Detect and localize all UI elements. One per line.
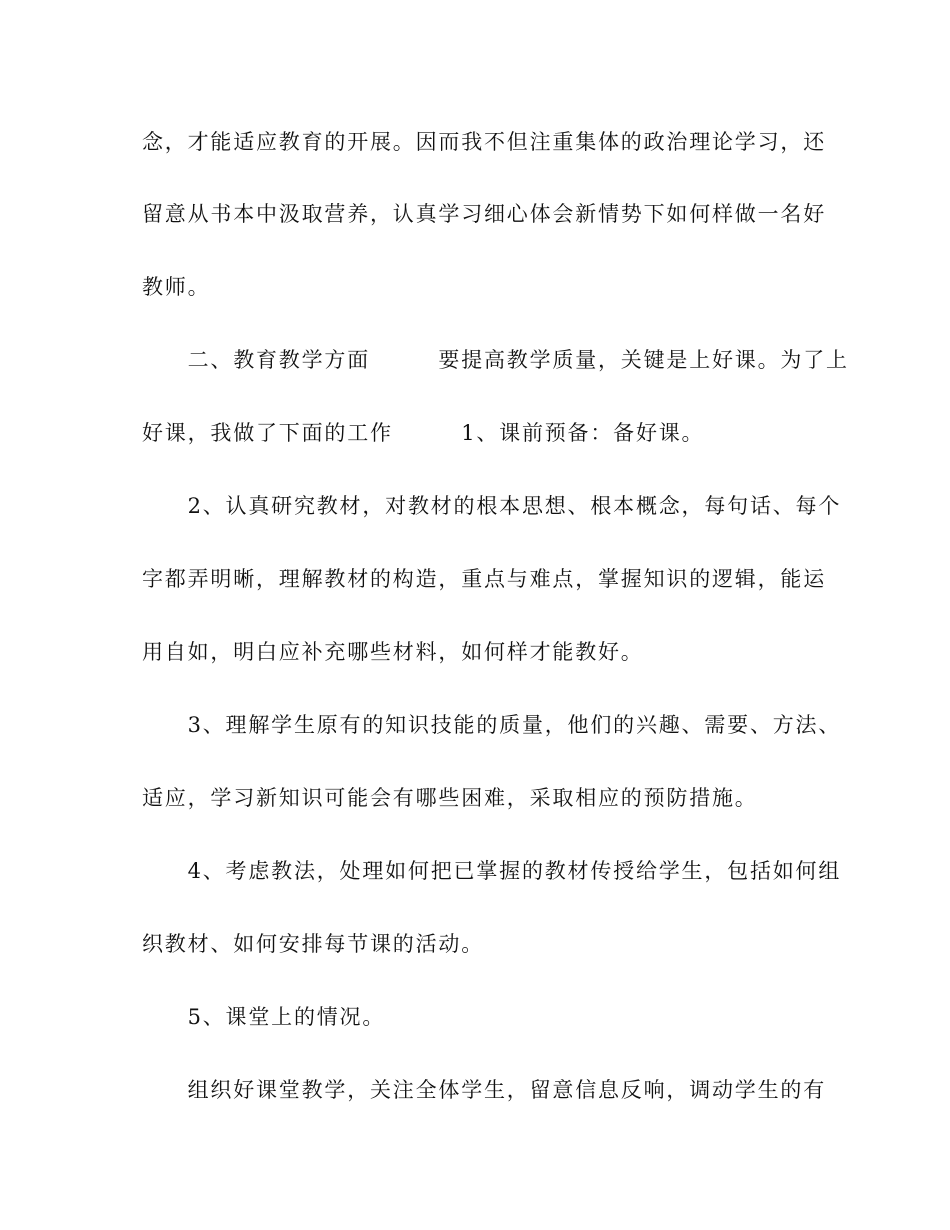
text-line-12: 织教材、如何安排每节课的活动。 xyxy=(142,932,484,956)
text-line-8: 用自如，明白应补充哪些材料，如何样才能教好。 xyxy=(142,640,644,664)
text-line-7: 字都弄明晰，理解教材的构造，重点与难点，掌握知识的逻辑，能运 xyxy=(142,567,826,591)
text-line-5: 好课，我做了下面的工作 1、课前预备：备好课。 xyxy=(142,421,705,445)
text-line-9: 3、理解学生原有的知识技能的质量，他们的兴趣、需要、方法、 xyxy=(142,713,842,737)
text-line-6: 2、认真研究教材，对教材的根本思想、根本概念，每句话、每个 xyxy=(142,494,842,518)
text-line-2: 留意从书本中汲取营养，认真学习细心体会新情势下如何样做一名好 xyxy=(142,202,826,226)
text-line-1: 念，才能适应教育的开展。因而我不但注重集体的政治理论学习，还 xyxy=(142,130,826,154)
text-line-4: 二、教育教学方面 要提高教学质量，关键是上好课。为了上 xyxy=(142,348,849,372)
text-line-14: 组织好课堂教学，关注全体学生，留意信息反响，调动学生的有 xyxy=(142,1078,826,1102)
text-line-3: 教师。 xyxy=(142,275,211,299)
text-line-13: 5、课堂上的情况。 xyxy=(142,1005,386,1029)
text-line-10: 适应，学习新知识可能会有哪些困难，采取相应的预防措施。 xyxy=(142,786,758,810)
text-line-11: 4、考虑教法，处理如何把已掌握的教材传授给学生，包括如何组 xyxy=(142,859,842,883)
